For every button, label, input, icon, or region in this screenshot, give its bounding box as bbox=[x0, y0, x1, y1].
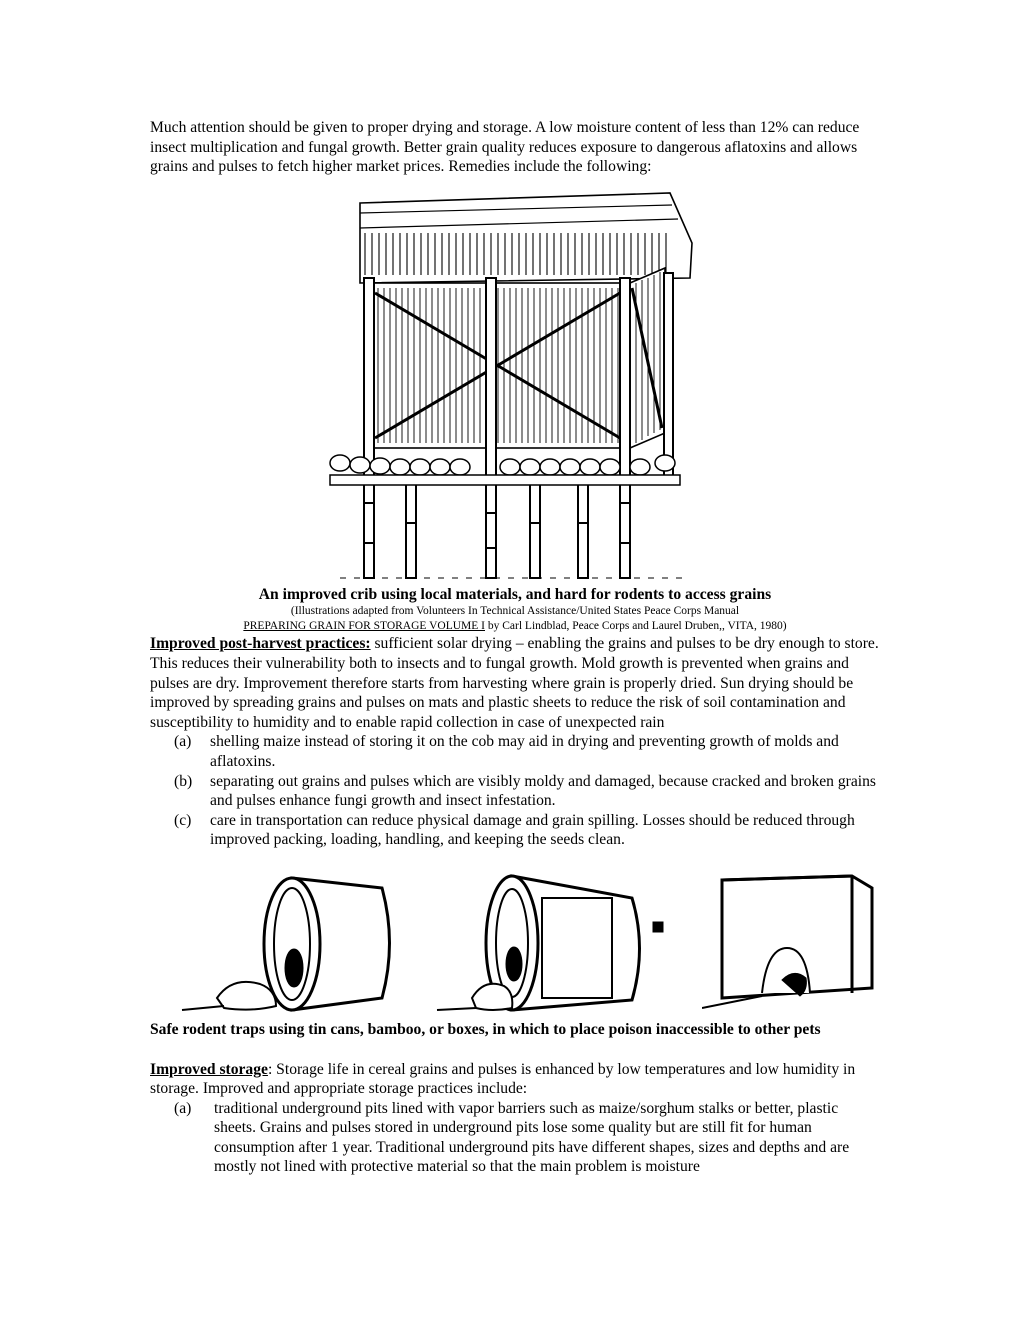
storage-list bbox=[150, 1099, 880, 1177]
list-text: separating out grains and pulses which are visibly moldy and damaged, because cracked and broken grains and pulses enhance fungi growth and insect infestation. bbox=[210, 772, 876, 810]
document-page bbox=[150, 118, 880, 1177]
list-marker: (c) bbox=[174, 811, 192, 829]
crib-caption: An improved crib using local materials, and hard for rodents to access grains bbox=[258, 585, 772, 603]
post-harvest-heading: Improved post-harvest practices: bbox=[150, 635, 371, 653]
crib-credit-line1: (Illustrations adapted from Volunteers In Technical Assistance/United States Peace Corps Manual bbox=[290, 605, 740, 618]
crib-credit-title: PREPARING GRAIN FOR STORAGE VOLUME I bbox=[243, 620, 485, 633]
list-text: care in transportation can reduce physical damage and grain spilling. Losses should be reduced through improved packing, loading, handling, and keeping the seeds clean. bbox=[210, 811, 855, 849]
list-marker: (a) bbox=[174, 1099, 192, 1117]
list-item bbox=[150, 811, 880, 850]
list-text: traditional underground pits lined with vapor barriers such as maize/sorghum stalks or better, plastic sheets. Grains and pulses stored in underground pits lose some quality but are still fit for human consumption after 1 year. Traditional underground pits have different shapes, sizes and depths and are mostly not lined with protective material so that the main problem is moisture bbox=[214, 1099, 850, 1176]
traps-caption: Safe rodent traps using tin cans, bamboo, or boxes, in which to place poison inaccessible to other pets bbox=[150, 1020, 821, 1038]
post-harvest-list bbox=[150, 732, 880, 850]
list-text: shelling maize instead of storing it on the cob may aid in drying and preventing growth of molds and aflatoxins. bbox=[210, 733, 839, 770]
tin-can-trap-icon bbox=[172, 868, 412, 1018]
list-item bbox=[150, 732, 880, 771]
crib-illustration bbox=[320, 183, 710, 583]
box-trap-icon bbox=[702, 868, 892, 1018]
crib-credit-rest: by Carl Lindblad, Peace Corps and Laurel Druben,, VITA, 1980) bbox=[485, 620, 787, 633]
storage-body: : Storage life in cereal grains and pulses is enhanced by low temperatures and low humidity in storage. Improved and appropriate storage practices include: bbox=[150, 1060, 856, 1098]
storage-paragraph bbox=[150, 1060, 880, 1099]
rodent-traps-illustration bbox=[172, 868, 892, 1018]
bamboo-trap-icon bbox=[432, 868, 682, 1018]
list-item bbox=[150, 1099, 880, 1177]
storage-heading: Improved storage bbox=[150, 1060, 268, 1078]
post-harvest-body: sufficient solar drying – enabling the grains and pulses to be dry enough to store. This reduces their vulnerability both to insects and to fungal growth. Mold growth is prevented when grains and pulses are dry. Improvement therefore starts from harvesting where grain is properly dried. Sun drying should be improved by spreading grains and pulses on mats and plastic sheets to reduce the risk of soil contamination and susceptibility to humidity and to enable rapid collection in case of unexpected rain bbox=[150, 635, 879, 731]
spacer bbox=[150, 1040, 880, 1060]
intro-paragraph: Much attention should be given to proper drying and storage. A low moisture content of less than 12% can reduce insect multiplication and fungal growth. Better grain quality reduces exposure to dangerous aflatoxins and allows grains and pulses to fetch higher market prices. Remedies include the following: bbox=[150, 119, 860, 176]
list-marker: (b) bbox=[174, 772, 193, 790]
list-marker: (a) bbox=[174, 733, 192, 751]
crib-credit bbox=[150, 604, 880, 634]
list-item bbox=[150, 772, 880, 811]
post-harvest-paragraph bbox=[150, 634, 880, 732]
